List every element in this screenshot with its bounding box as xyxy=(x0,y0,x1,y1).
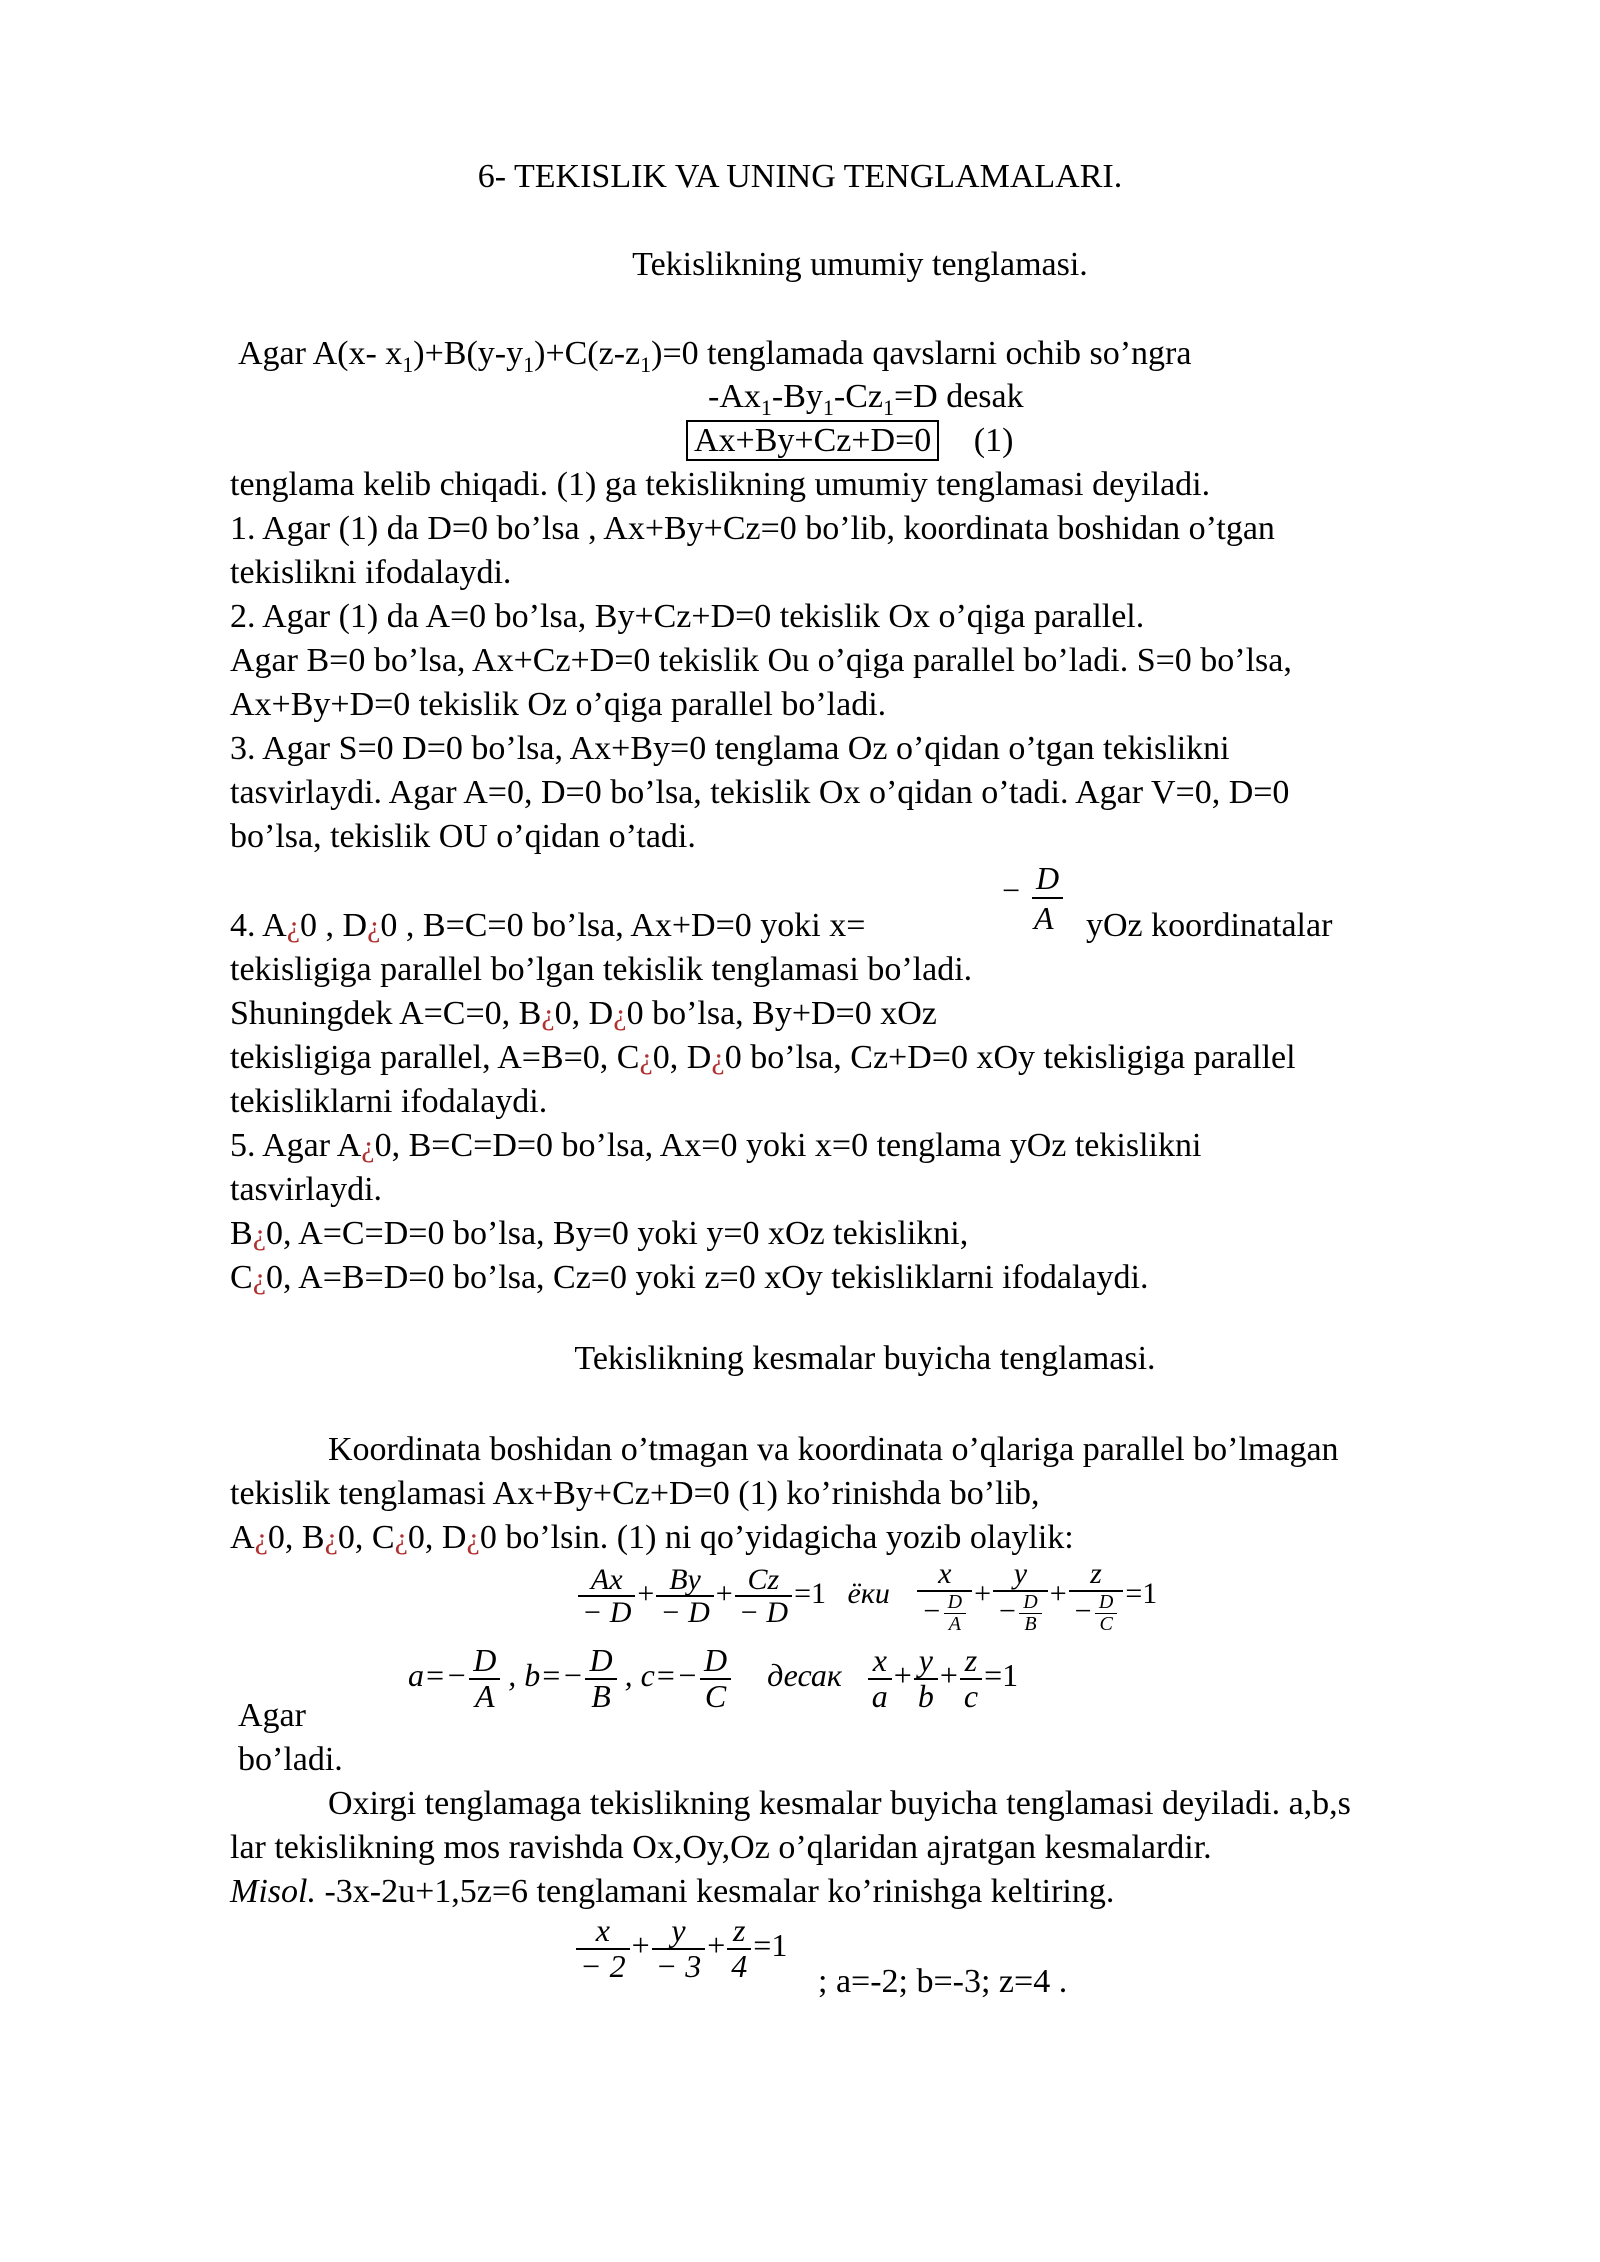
equals-one: =1 xyxy=(1125,1577,1158,1611)
unknown-glyph: ¿ xyxy=(394,1522,408,1555)
fraction xyxy=(578,1564,635,1629)
text-run: 0 bo’lsa, By+D=0 xOz xyxy=(626,995,937,1032)
paragraph-line: 2. Agar (1) da A=0 bo’lsa, By+Cz+D=0 tekislik Ox o’qiga parallel. xyxy=(230,598,1145,635)
numerator: D xyxy=(700,1644,731,1680)
paragraph-line: Ax+By+D=0 tekislik Oz o’qiga parallel bo’ladi. xyxy=(230,686,887,723)
equals-one: =1 xyxy=(984,1656,1019,1693)
paragraph-line: tekislikni ifodalaydi. xyxy=(230,554,512,591)
denominator: C xyxy=(1099,1612,1113,1635)
denominator: B xyxy=(1024,1612,1037,1635)
text-run: Shuningdek A=C=0, B xyxy=(230,995,542,1032)
paragraph-line: Agar xyxy=(238,1697,306,1734)
fraction xyxy=(576,1914,630,1983)
text-run: 0, A=C=D=0 bo’lsa, By=0 yoki y=0 xOz tekislikni, xyxy=(266,1215,969,1252)
text-run: )+B(y-y xyxy=(413,335,524,372)
text-run: , b=− xyxy=(508,1656,584,1693)
denominator: − D xyxy=(738,1596,789,1630)
nested-fraction xyxy=(1095,1592,1117,1635)
numerator: Cz xyxy=(735,1564,792,1598)
fraction xyxy=(960,1644,982,1713)
nested-fraction xyxy=(944,1592,966,1635)
fraction xyxy=(469,1644,500,1713)
paragraph-line: bo’ladi. xyxy=(238,1741,343,1778)
paragraph-line: 1. Agar (1) da D=0 bo’lsa , Ax+By+Cz=0 bo’lib, koordinata boshidan o’tgan xyxy=(230,510,1275,547)
paragraph-line: Koordinata boshidan o’tmagan va koordinata o’qlariga parallel bo’lmagan xyxy=(328,1431,1339,1468)
numerator: z xyxy=(727,1914,751,1950)
numerator: x xyxy=(868,1644,892,1680)
section-heading-intercepts: Tekislikning kesmalar buyicha tenglamasi. xyxy=(574,1340,1156,1377)
denominator: − 3 xyxy=(655,1947,702,1984)
text-run: -Cz xyxy=(833,378,883,415)
text-run: 0, D xyxy=(652,1039,712,1076)
text-run: 0, D xyxy=(407,1519,467,1556)
paragraph-line: tekisligiga parallel bo’lgan tekislik tenglamasi bo’ladi. xyxy=(230,951,973,988)
subscript: 1 xyxy=(523,351,535,377)
fraction xyxy=(727,1914,751,1983)
denominator: − D xyxy=(660,1596,710,1630)
fraction-denominator: A xyxy=(1034,900,1054,936)
fraction xyxy=(652,1914,706,1983)
example-line xyxy=(230,1870,1114,1914)
denominator: a xyxy=(871,1677,888,1714)
text-run: B xyxy=(230,1215,253,1252)
unknown-glyph: ¿ xyxy=(466,1522,480,1555)
denominator: C xyxy=(704,1677,727,1714)
text-run: -By xyxy=(771,378,823,415)
unknown-glyph: ¿ xyxy=(367,910,381,943)
text-run: -3x-2u+1,5z=6 tenglamani kesmalar ko’rinishga keltiring. xyxy=(315,1873,1115,1910)
plus-sign: + xyxy=(707,1926,726,1963)
text-run: 0, B xyxy=(267,1519,325,1556)
subscript: 1 xyxy=(822,394,834,420)
text-run: 0, D xyxy=(554,995,614,1032)
text-run: yOz koordinatalar xyxy=(1086,907,1333,944)
equation-number: (1) xyxy=(973,422,1014,459)
text-run: 0 , B=C=0 bo’lsa, Ax+D=0 yoki x= xyxy=(380,907,866,944)
fraction xyxy=(914,1644,938,1713)
subscript: 1 xyxy=(402,351,414,377)
unknown-glyph: ¿ xyxy=(711,1042,725,1075)
text-run: 0, B=C=D=0 bo’lsa, Ax=0 yoki x=0 tenglama yOz tekislikni xyxy=(374,1127,1202,1164)
numerator: z xyxy=(960,1644,982,1680)
minus-sign: − xyxy=(1000,872,1022,908)
general-equation xyxy=(686,419,1013,463)
text-run: 0 bo’lsin. (1) ni qo’yidagicha yozib olaylik: xyxy=(479,1519,1074,1556)
unknown-glyph: ¿ xyxy=(613,998,627,1031)
denominator: A xyxy=(474,1677,495,1714)
text-run: 0 , D xyxy=(300,907,368,944)
numerator: D xyxy=(1019,1592,1041,1614)
subscript: 1 xyxy=(760,394,772,420)
fraction-numerator: D xyxy=(1032,860,1063,899)
numerator: Ax xyxy=(578,1564,635,1598)
unknown-glyph: ¿ xyxy=(252,1262,267,1295)
paragraph-line: tekislik tenglamasi Ax+By+Cz+D=0 (1) ko’rinishda bo’lib, xyxy=(230,1475,1040,1512)
unknown-glyph: ¿ xyxy=(361,1130,375,1163)
fraction xyxy=(917,1558,972,1635)
conjunction: ёки xyxy=(847,1577,890,1611)
paragraph-line: tasvirlaydi. Agar A=0, D=0 bo’lsa, tekislik Ox o’qidan o’tadi. Agar V=0, D=0 xyxy=(230,774,1290,811)
plus-sign: + xyxy=(974,1577,992,1611)
denominator xyxy=(1069,1592,1124,1635)
numerator: y xyxy=(652,1914,706,1950)
numerator: By xyxy=(656,1564,713,1598)
plus-sign: + xyxy=(637,1577,655,1611)
fraction xyxy=(585,1644,616,1713)
equation-divided-by-d xyxy=(576,1558,1157,1635)
denominator: − D xyxy=(582,1596,632,1630)
numerator: z xyxy=(1069,1558,1124,1592)
numerator: D xyxy=(585,1644,616,1680)
fraction xyxy=(656,1564,713,1629)
numerator: y xyxy=(914,1644,938,1680)
paragraph-line: tekisliklarni ifodalaydi. xyxy=(230,1083,548,1120)
paragraph-line xyxy=(230,904,865,949)
example-result: ; a=-2; b=-3; z=4 . xyxy=(818,1963,1068,2000)
unknown-glyph: ¿ xyxy=(541,998,555,1031)
text-run: 5. Agar A xyxy=(230,1127,362,1164)
subscript: 1 xyxy=(640,351,652,377)
paragraph-line xyxy=(230,1212,968,1257)
text-run: =D desak xyxy=(893,378,1024,415)
numerator: D xyxy=(944,1592,966,1614)
paragraph-line: tasvirlaydi. xyxy=(230,1171,383,1208)
paragraph-line xyxy=(230,1036,1296,1081)
denominator: b xyxy=(917,1677,934,1714)
text-run: a=− xyxy=(408,1656,468,1693)
numerator: x xyxy=(917,1558,972,1592)
text-run: A xyxy=(230,1519,255,1556)
plus-sign: + xyxy=(939,1656,958,1693)
unknown-glyph: ¿ xyxy=(252,1218,267,1251)
plus-sign: + xyxy=(1049,1577,1067,1611)
minus-sign: − xyxy=(921,1593,942,1627)
boxed-equation: Ax+By+Cz+D=0 xyxy=(686,420,939,461)
paragraph-line: 3. Agar S=0 D=0 bo’lsa, Ax+By=0 tenglama Oz o’qidan o’tgan tekislikni xyxy=(230,730,1230,767)
denominator xyxy=(917,1592,972,1635)
text-run: , c=− xyxy=(624,1656,698,1693)
unknown-glyph: ¿ xyxy=(324,1522,338,1555)
paragraph-line: bo’lsa, tekislik OU o’qidan o’tadi. xyxy=(230,818,696,855)
denominator: − 2 xyxy=(580,1947,626,1984)
paragraph-line xyxy=(230,1256,1149,1301)
text-run: C xyxy=(230,1259,253,1296)
text-run: 0, A=B=D=0 bo’lsa, Cz=0 yoki z=0 xOy tekisliklarni ifodalaydi. xyxy=(266,1259,1149,1296)
text-run: )=0 tenglamada qavslarni ochib so’ngra xyxy=(651,335,1192,372)
paragraph-line xyxy=(230,1124,1201,1169)
paragraph-line: Oxirgi tenglamaga tekislikning kesmalar buyicha tenglamasi deyiladi. a,b,s xyxy=(328,1785,1351,1822)
text-run: 4. A xyxy=(230,907,287,944)
paragraph-line: Agar B=0 bo’lsa, Ax+Cz+D=0 tekislik Ou o’qiga parallel bo’ladi. S=0 bo’lsa, xyxy=(230,642,1292,679)
plus-sign: + xyxy=(715,1577,733,1611)
nested-fraction xyxy=(1019,1592,1041,1635)
plus-sign: + xyxy=(893,1656,912,1693)
denominator: B xyxy=(591,1677,611,1714)
denominator: c xyxy=(963,1677,979,1714)
unknown-glyph: ¿ xyxy=(254,1522,268,1555)
fraction xyxy=(700,1644,731,1713)
equals-one: =1 xyxy=(794,1577,827,1611)
numerator: D xyxy=(1095,1592,1117,1614)
text-run: )+C(z-z xyxy=(534,335,641,372)
text-run: Agar A(x- x xyxy=(238,335,403,372)
equals-one: =1 xyxy=(753,1926,788,1963)
subscript: 1 xyxy=(882,394,894,420)
numerator: x xyxy=(576,1914,630,1950)
example-label: Misol. xyxy=(230,1873,316,1910)
conjunction: десак xyxy=(767,1656,842,1693)
text-run: -Ax xyxy=(708,378,761,415)
unknown-glyph: ¿ xyxy=(286,910,301,943)
plus-sign: + xyxy=(631,1926,650,1963)
paragraph-line xyxy=(230,992,937,1037)
text-run: 0 bo’lsa, Cz+D=0 xOy tekisligiga parallel xyxy=(724,1039,1296,1076)
denominator xyxy=(993,1592,1048,1635)
minus-sign: − xyxy=(997,1593,1018,1627)
numerator: y xyxy=(993,1558,1048,1592)
page-title: 6- TEKISLIK VA UNING TENGLAMALARI. xyxy=(477,158,1123,195)
intercept-definitions xyxy=(408,1644,1018,1713)
text-run: 0, C xyxy=(337,1519,395,1556)
fraction xyxy=(868,1644,892,1713)
unknown-glyph: ¿ xyxy=(639,1042,653,1075)
denominator: A xyxy=(948,1612,961,1635)
section-heading-general: Tekislikning umumiy tenglamasi. xyxy=(632,246,1088,283)
fraction xyxy=(993,1558,1048,1635)
denominator: 4 xyxy=(731,1947,748,1984)
fraction xyxy=(735,1564,792,1629)
fraction xyxy=(1069,1558,1124,1635)
example-equation xyxy=(574,1914,787,1983)
numerator: D xyxy=(469,1644,500,1680)
paragraph-line: tenglama kelib chiqadi. (1) ga tekislikning umumiy tenglamasi deyiladi. xyxy=(230,466,1211,503)
text-run: tekisligiga parallel, A=B=0, C xyxy=(230,1039,640,1076)
minus-sign: − xyxy=(1072,1593,1093,1627)
paragraph-line: lar tekislikning mos ravishda Ox,Oy,Oz o’qlaridan ajratgan kesmalardir. xyxy=(230,1829,1212,1866)
paragraph-line xyxy=(230,1516,1074,1561)
